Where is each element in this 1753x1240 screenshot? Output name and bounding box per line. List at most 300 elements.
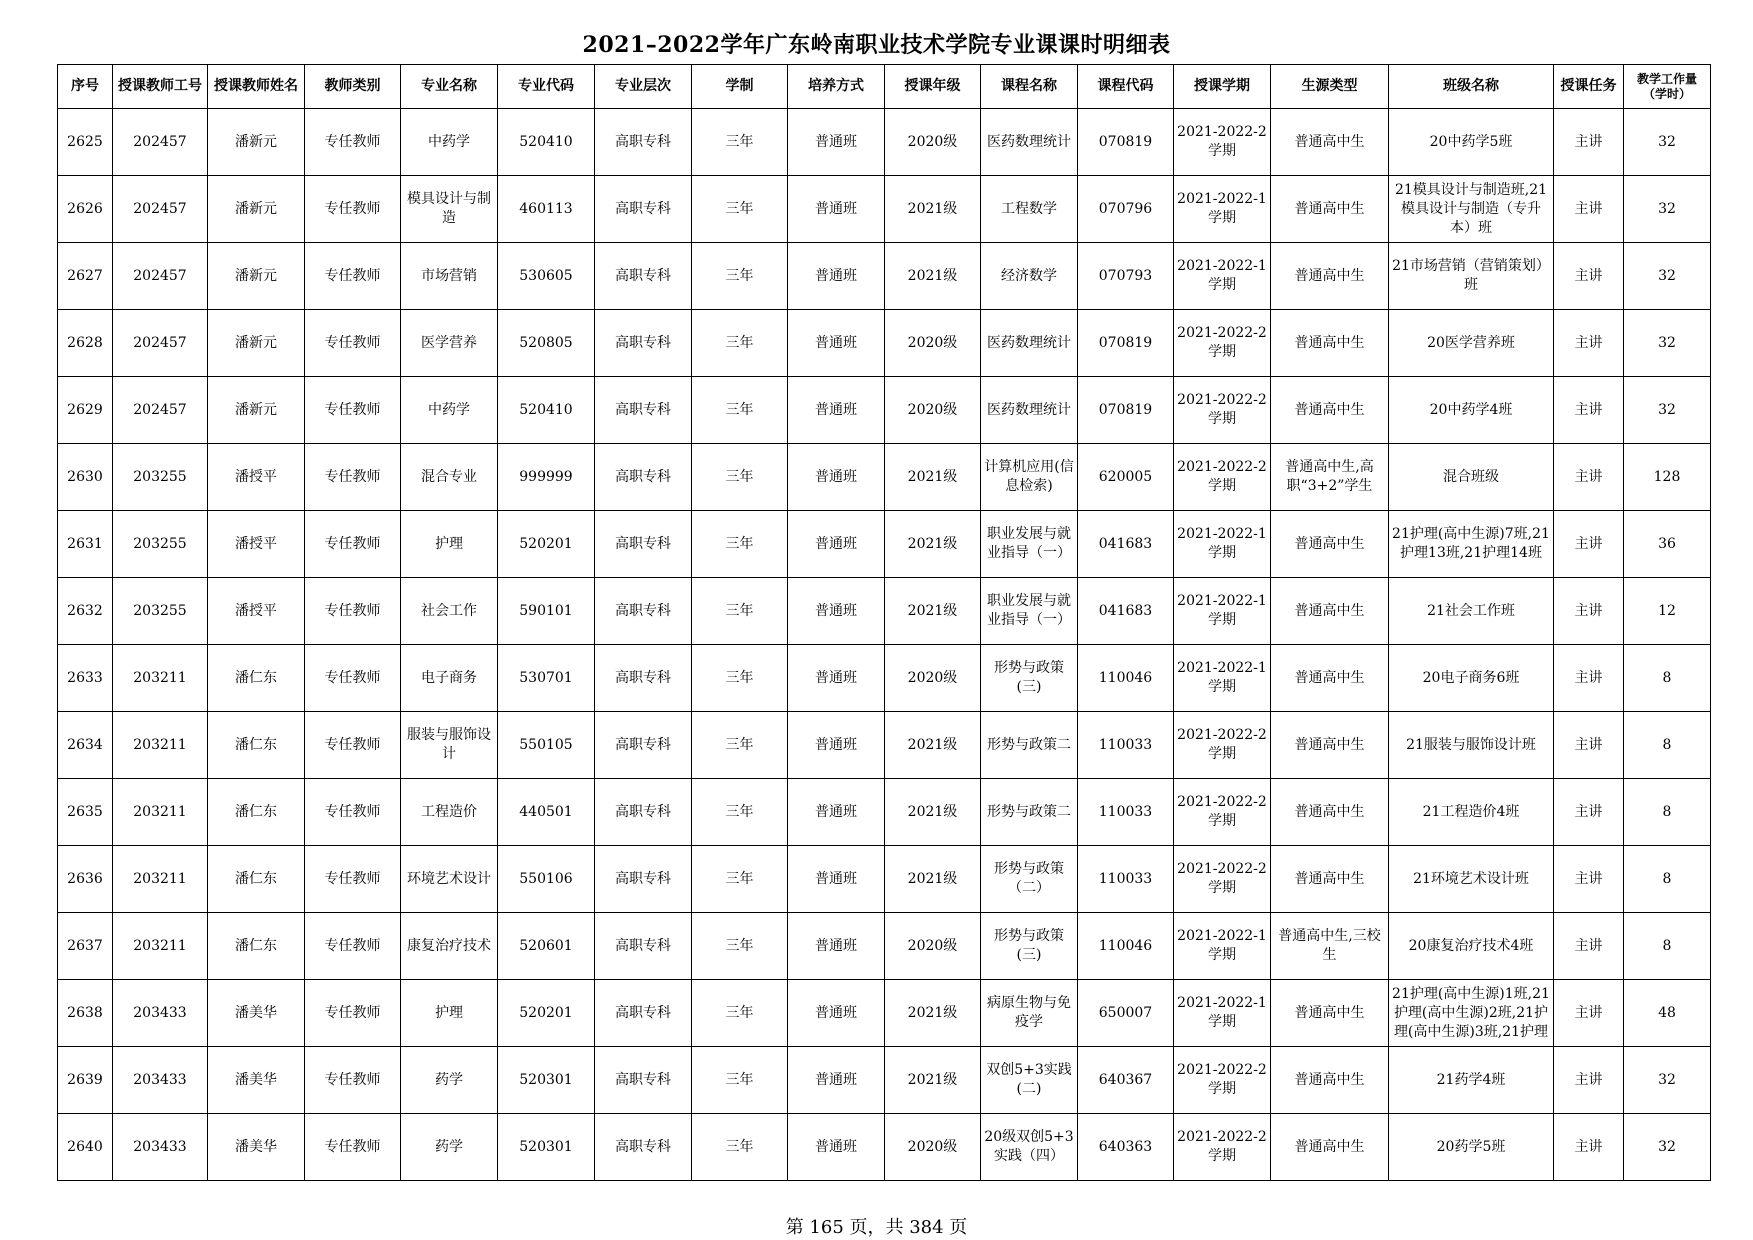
cell-text: 环境艺术设计 (407, 870, 491, 887)
cell-text: 2635 (67, 803, 103, 820)
cell-text: 2021-2022-2学期 (1177, 727, 1267, 762)
table-cell (498, 310, 595, 377)
cell-text: 2021-2022-2学期 (1177, 1129, 1267, 1164)
cell-text: 形势与政策(三) (994, 660, 1064, 695)
table-cell (595, 712, 692, 779)
table-cell (305, 511, 401, 578)
table-cell (58, 1114, 113, 1181)
cell-text: 专任教师 (324, 1138, 381, 1155)
cell-text: 2021-2022-2学期 (1177, 459, 1267, 494)
cell-text: 普通高中生 (1294, 401, 1365, 418)
cell-text: 形势与政策（二） (994, 861, 1064, 896)
cell-text: 市场营销 (421, 267, 477, 284)
table-cell (692, 511, 788, 578)
table-cell (401, 1114, 498, 1181)
table-cell (113, 109, 208, 176)
cell-text: 潘新元 (235, 267, 277, 284)
table-row (58, 645, 1711, 712)
column-header: 授课教师姓名 (208, 65, 305, 109)
cell-text: 普通高中生 (1294, 803, 1365, 820)
cell-text: 服装与服饰设计 (407, 727, 491, 762)
table-cell (981, 913, 1078, 980)
table-cell (113, 980, 208, 1047)
cell-text: 20医学营养班 (1427, 334, 1515, 351)
cell-text: 潘新元 (235, 334, 277, 351)
cell-text: 高职专科 (615, 602, 671, 619)
table-cell (981, 511, 1078, 578)
table-cell (1174, 377, 1271, 444)
column-header: 授课任务 (1554, 65, 1624, 109)
table-cell (1624, 310, 1711, 377)
cell-text: 高职专科 (615, 1004, 671, 1021)
table-cell (1624, 645, 1711, 712)
cell-text: 三年 (725, 401, 754, 418)
column-header: 学制 (692, 65, 788, 109)
table-cell (692, 1047, 788, 1114)
cell-text: 440501 (519, 803, 573, 820)
table-cell (1389, 310, 1554, 377)
cell-text: 2020级 (907, 401, 958, 418)
table-cell (885, 1114, 981, 1181)
cell-text: 32 (1658, 133, 1676, 150)
table-cell (595, 980, 692, 1047)
table-cell (788, 712, 885, 779)
cell-text: 110033 (1098, 870, 1153, 887)
cell-text: 高职专科 (615, 937, 671, 954)
table-cell (58, 176, 113, 243)
table-cell (1554, 444, 1624, 511)
cell-text: 203211 (133, 937, 187, 954)
table-cell (1389, 511, 1554, 578)
table-cell (498, 243, 595, 310)
table-row (58, 377, 1711, 444)
table-cell (1554, 176, 1624, 243)
table-cell (498, 444, 595, 511)
table-cell (113, 243, 208, 310)
table-cell (58, 1047, 113, 1114)
cell-text: 形势与政策(三) (994, 928, 1064, 963)
table-cell (1389, 176, 1554, 243)
table-cell (1554, 645, 1624, 712)
table-cell (498, 980, 595, 1047)
cell-text: 2021级 (907, 1071, 958, 1088)
cell-text: 36 (1658, 535, 1676, 552)
cell-text: 普通班 (815, 334, 857, 351)
table-cell (788, 645, 885, 712)
cell-text: 110046 (1098, 669, 1153, 686)
table-cell (113, 913, 208, 980)
cell-text: 普通高中生 (1294, 736, 1365, 753)
table-cell (305, 913, 401, 980)
cell-text: 203255 (133, 602, 187, 619)
table-cell (1389, 645, 1554, 712)
table-row (58, 578, 1711, 645)
cell-text: 32 (1658, 1071, 1676, 1088)
cell-text: 620005 (1098, 468, 1153, 485)
cell-text: 普通班 (815, 401, 857, 418)
cell-text: 2021-2022-1学期 (1177, 191, 1267, 226)
table-cell (595, 310, 692, 377)
cell-text: 202457 (133, 267, 187, 284)
cell-text: 潘新元 (235, 133, 277, 150)
table-cell (1078, 1047, 1174, 1114)
cell-text: 普通班 (815, 200, 857, 217)
table-cell (1174, 444, 1271, 511)
cell-text: 203255 (133, 535, 187, 552)
cell-text: 203433 (133, 1138, 187, 1155)
cell-text: 999999 (519, 468, 573, 485)
cell-text: 20级双创5+3实践（四） (984, 1129, 1074, 1164)
table-cell (1078, 1114, 1174, 1181)
cell-text: 2638 (67, 1004, 103, 1021)
cell-text: 041683 (1098, 535, 1153, 552)
table-cell (113, 1114, 208, 1181)
cell-text: 520601 (519, 937, 573, 954)
cell-text: 专任教师 (324, 669, 381, 686)
table-cell (1078, 310, 1174, 377)
cell-text: 潘授平 (235, 602, 277, 619)
cell-text: 2021-2022-1学期 (1177, 928, 1267, 963)
table-cell (1389, 712, 1554, 779)
table-cell (1389, 109, 1554, 176)
table-cell (1271, 846, 1389, 913)
cell-text: 三年 (725, 1004, 754, 1021)
cell-text: 专任教师 (324, 200, 381, 217)
table-row (58, 109, 1711, 176)
cell-text: 工程造价 (421, 803, 477, 820)
cell-text: 2020级 (907, 669, 958, 686)
table-cell (1624, 913, 1711, 980)
cell-text: 主讲 (1574, 468, 1603, 485)
cell-text: 普通班 (815, 1004, 857, 1021)
table-cell (113, 846, 208, 913)
cell-text: 主讲 (1574, 401, 1603, 418)
cell-text: 潘授平 (235, 535, 277, 552)
table-cell (1271, 377, 1389, 444)
cell-text: 潘仁东 (235, 736, 277, 753)
table-cell (208, 645, 305, 712)
cell-text: 203433 (133, 1071, 187, 1088)
cell-text: 计算机应用(信息检索) (984, 459, 1074, 494)
table-cell (788, 1047, 885, 1114)
table-cell (208, 1047, 305, 1114)
cell-text: 病原生物与免疫学 (987, 995, 1071, 1030)
cell-text: 520805 (519, 334, 573, 351)
table-cell (1554, 712, 1624, 779)
cell-text: 530605 (519, 267, 573, 284)
table-cell (595, 176, 692, 243)
document-title: 2021–2022学年广东岭南职业技术学院专业课课时明细表 (582, 32, 1171, 58)
table-cell (1389, 444, 1554, 511)
table-cell (595, 846, 692, 913)
cell-text: 202457 (133, 200, 187, 217)
table-cell (1174, 1047, 1271, 1114)
table-cell (401, 511, 498, 578)
table-cell (1078, 109, 1174, 176)
cell-text: 社会工作 (421, 602, 477, 619)
table-cell (58, 913, 113, 980)
cell-text: 普通班 (815, 267, 857, 284)
cell-text: 2020级 (907, 937, 958, 954)
table-cell (885, 1047, 981, 1114)
cell-text: 2021级 (907, 736, 958, 753)
cell-text: 专任教师 (324, 468, 381, 485)
cell-text: 202457 (133, 334, 187, 351)
cell-text: 2021-2022-2学期 (1177, 861, 1267, 896)
cell-text: 普通班 (815, 937, 857, 954)
table-cell (788, 779, 885, 846)
table-cell (692, 310, 788, 377)
cell-text: 20药学5班 (1436, 1138, 1506, 1155)
table-cell (595, 444, 692, 511)
table-cell (981, 377, 1078, 444)
cell-text: 070793 (1098, 267, 1153, 284)
table-cell (1271, 913, 1389, 980)
table-cell (981, 578, 1078, 645)
cell-text: 主讲 (1574, 535, 1603, 552)
cell-text: 21服装与服饰设计班 (1406, 736, 1536, 753)
cell-text: 110033 (1098, 803, 1153, 820)
cell-text: 主讲 (1574, 1138, 1603, 1155)
table-cell (401, 913, 498, 980)
table-row (58, 511, 1711, 578)
table-cell (595, 578, 692, 645)
table-cell (788, 913, 885, 980)
column-header: 班级名称 (1389, 65, 1554, 109)
table-cell (1271, 1047, 1389, 1114)
cell-text: 2631 (67, 535, 103, 552)
table-cell (208, 109, 305, 176)
table-cell (788, 377, 885, 444)
table-cell (788, 1114, 885, 1181)
cell-text: 普通高中生 (1294, 870, 1365, 887)
cell-text: 高职专科 (615, 535, 671, 552)
table-cell (1554, 109, 1624, 176)
table-cell (305, 846, 401, 913)
cell-text: 双创5+3实践(二) (986, 1062, 1072, 1097)
table-cell (1078, 243, 1174, 310)
cell-text: 主讲 (1574, 1071, 1603, 1088)
table-cell (692, 243, 788, 310)
table-cell (981, 846, 1078, 913)
cell-text: 职业发展与就业指导（一） (987, 593, 1071, 628)
table-cell (692, 176, 788, 243)
table-cell (788, 444, 885, 511)
table-cell (788, 310, 885, 377)
cell-text: 医学营养 (421, 334, 477, 351)
cell-text: 2021级 (907, 267, 958, 284)
table-cell (113, 578, 208, 645)
table-cell (1554, 377, 1624, 444)
table-cell (1174, 176, 1271, 243)
table-cell (595, 511, 692, 578)
cell-text: 工程数学 (1001, 200, 1057, 217)
table-cell (498, 511, 595, 578)
cell-text: 高职专科 (615, 736, 671, 753)
table-cell (692, 109, 788, 176)
table-cell (692, 377, 788, 444)
cell-text: 2021级 (907, 870, 958, 887)
cell-text: 48 (1658, 1004, 1676, 1021)
cell-text: 2021-2022-2学期 (1177, 325, 1267, 360)
table-cell (208, 913, 305, 980)
table-cell (208, 377, 305, 444)
cell-text: 专任教师 (324, 803, 381, 820)
table-row (58, 712, 1711, 779)
cell-text: 32 (1658, 1138, 1676, 1155)
table-cell (981, 310, 1078, 377)
cell-text: 2626 (67, 200, 103, 217)
table-cell (981, 779, 1078, 846)
column-header: 序号 (58, 65, 113, 109)
cell-text: 普通班 (815, 468, 857, 485)
cell-text: 普通高中生 (1294, 602, 1365, 619)
cell-text: 专任教师 (324, 736, 381, 753)
cell-text: 520301 (519, 1138, 573, 1155)
cell-text: 2625 (67, 133, 103, 150)
table-cell (788, 243, 885, 310)
table-cell (401, 243, 498, 310)
cell-text: 128 (1653, 468, 1681, 485)
table-cell (1271, 645, 1389, 712)
cell-text: 32 (1658, 334, 1676, 351)
table-cell (1174, 980, 1271, 1047)
cell-text: 2628 (67, 334, 103, 351)
column-header: 授课教师工号 (113, 65, 208, 109)
table-cell (1389, 913, 1554, 980)
cell-text: 普通班 (815, 1138, 857, 1155)
cell-text: 2629 (67, 401, 103, 418)
table-cell (498, 1047, 595, 1114)
cell-text: 主讲 (1574, 669, 1603, 686)
table-cell (208, 846, 305, 913)
table-cell (692, 444, 788, 511)
cell-text: 潘美华 (235, 1071, 277, 1088)
cell-text: 普通班 (815, 1071, 857, 1088)
table-cell (692, 712, 788, 779)
table-cell (113, 645, 208, 712)
cell-text: 潘仁东 (235, 803, 277, 820)
cell-text: 2634 (67, 736, 103, 753)
table-cell (595, 1047, 692, 1114)
cell-text: 医药数理统计 (987, 334, 1071, 351)
cell-text: 医药数理统计 (987, 401, 1071, 418)
cell-text: 主讲 (1574, 267, 1603, 284)
table-cell (1174, 243, 1271, 310)
table-cell (692, 645, 788, 712)
cell-text: 主讲 (1574, 937, 1603, 954)
table-cell (788, 578, 885, 645)
cell-text: 普通高中生 (1294, 267, 1365, 284)
table-cell (208, 1114, 305, 1181)
cell-text: 520410 (519, 401, 573, 418)
table-row (58, 243, 1711, 310)
cell-text: 三年 (725, 1071, 754, 1088)
cell-text: 潘新元 (235, 401, 277, 418)
cell-text: 潘美华 (235, 1004, 277, 1021)
cell-text: 普通班 (815, 803, 857, 820)
table-cell (885, 109, 981, 176)
cell-text: 2633 (67, 669, 103, 686)
table-cell (58, 310, 113, 377)
table-cell (401, 444, 498, 511)
page-footer: 第 165 页，共 384 页 (785, 1217, 968, 1238)
table-cell (113, 1047, 208, 1114)
table-cell (1271, 176, 1389, 243)
table-cell (885, 645, 981, 712)
cell-text: 专任教师 (324, 1071, 381, 1088)
table-cell (58, 980, 113, 1047)
column-header: 教师类别 (305, 65, 401, 109)
table-row (58, 310, 1711, 377)
cell-text: 640363 (1098, 1138, 1153, 1155)
table-cell (113, 712, 208, 779)
cell-text: 普通班 (815, 736, 857, 753)
cell-text: 混合班级 (1443, 468, 1499, 485)
cell-text: 203433 (133, 1004, 187, 1021)
table-header (58, 65, 1711, 109)
table-cell (692, 1114, 788, 1181)
table-cell (1554, 578, 1624, 645)
table-cell (1271, 511, 1389, 578)
column-header: 授课学期 (1174, 65, 1271, 109)
table-cell (1389, 846, 1554, 913)
cell-text: 普通高中生 (1294, 1138, 1365, 1155)
cell-text: 2627 (67, 267, 103, 284)
cell-text: 8 (1662, 803, 1672, 820)
cell-text: 2021级 (907, 803, 958, 820)
cell-text: 2640 (67, 1138, 103, 1155)
cell-text: 041683 (1098, 602, 1153, 619)
cell-text: 专任教师 (324, 334, 381, 351)
table-cell (401, 109, 498, 176)
column-header: 专业层次 (595, 65, 692, 109)
table-cell (1271, 712, 1389, 779)
table-cell (1624, 712, 1711, 779)
cell-text: 高职专科 (615, 1138, 671, 1155)
cell-text: 2021级 (907, 200, 958, 217)
cell-text: 070819 (1098, 334, 1153, 351)
table-cell (401, 980, 498, 1047)
table-cell (1624, 980, 1711, 1047)
cell-text: 普通高中生 (1294, 133, 1365, 150)
table-cell (1624, 1114, 1711, 1181)
cell-text: 32 (1658, 401, 1676, 418)
cell-text: 主讲 (1574, 602, 1603, 619)
cell-text: 三年 (725, 535, 754, 552)
cell-text: 电子商务 (421, 669, 477, 686)
cell-text: 形势与政策二 (987, 736, 1071, 753)
table-cell (208, 243, 305, 310)
table-cell (1554, 243, 1624, 310)
cell-text: 2020级 (907, 1138, 958, 1155)
cell-text: 康复治疗技术 (407, 937, 491, 954)
table-cell (885, 511, 981, 578)
cell-text: 高职专科 (615, 267, 671, 284)
table-cell (58, 779, 113, 846)
table-cell (498, 377, 595, 444)
table-cell (113, 779, 208, 846)
table-cell (208, 712, 305, 779)
table-row (58, 444, 1711, 511)
cell-text: 2020级 (907, 133, 958, 150)
cell-text: 650007 (1098, 1004, 1153, 1021)
table-cell (595, 1114, 692, 1181)
table-cell (1554, 846, 1624, 913)
table-cell (1174, 779, 1271, 846)
table-row (58, 980, 1711, 1047)
cell-text: 潘授平 (235, 468, 277, 485)
